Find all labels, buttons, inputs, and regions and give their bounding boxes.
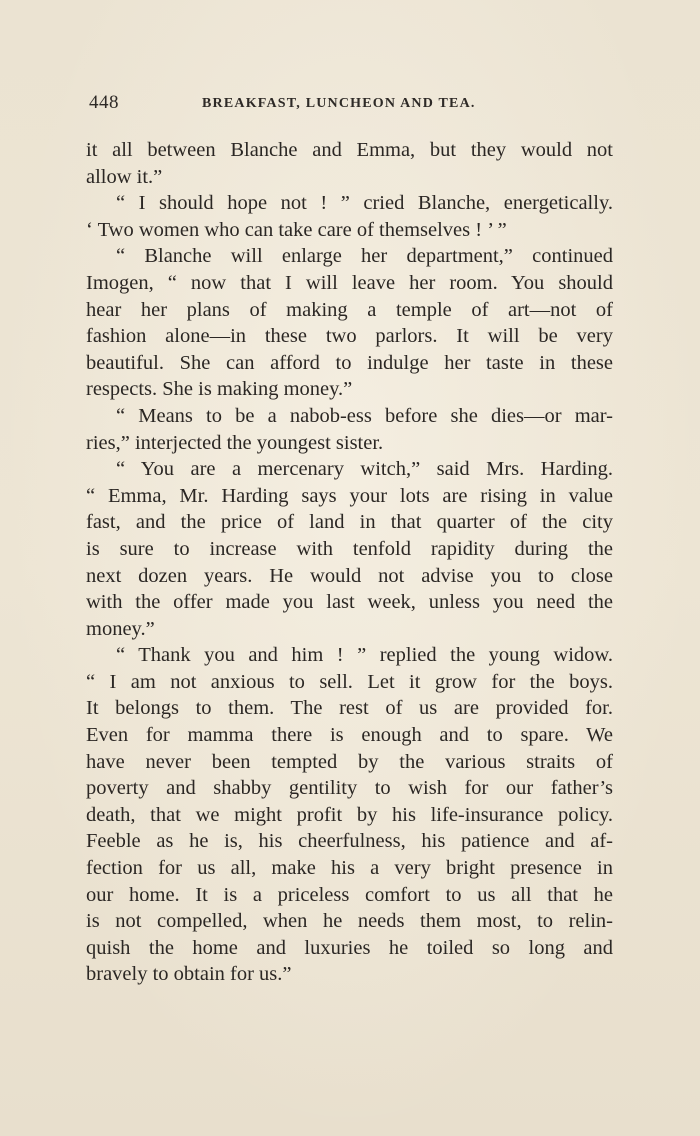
text-line: quish the home and luxuries he toiled so long and	[86, 936, 613, 959]
text-line: “ Thank you and him ! ” replied the young widow.	[116, 644, 613, 667]
page-number: 448	[89, 92, 119, 113]
text-line: have never been tempted by the various straits of	[86, 750, 613, 773]
text-line: “ I should hope not ! ” cried Blanche, energetically.	[116, 192, 613, 215]
text-line: It belongs to them. The rest of us are provided for.	[86, 697, 613, 720]
text-line: “ Emma, Mr. Harding says your lots are rising in value	[86, 484, 613, 507]
text-line: fection for us all, make his a very bright presence in	[86, 857, 613, 880]
text-line: money.”	[86, 617, 155, 640]
text-line: “ Blanche will enlarge her department,” continued	[116, 245, 613, 268]
body-text	[86, 137, 613, 988]
text-line: is not compelled, when he needs them most, to relin-	[86, 910, 613, 933]
text-line: “ You are a mercenary witch,” said Mrs. Harding.	[116, 458, 613, 481]
page-header	[86, 90, 616, 120]
text-line: Even for mamma there is enough and to spare. We	[86, 724, 613, 747]
text-line: it all between Blanche and Emma, but they would not	[86, 139, 613, 161]
running-head: BREAKFAST, LUNCHEON AND TEA.	[202, 96, 476, 111]
text-line: “ I am not anxious to sell. Let it grow for the boys.	[86, 670, 613, 693]
text-line: hear her plans of making a temple of art—not of	[86, 298, 613, 321]
text-line: respects. She is making money.”	[86, 378, 353, 401]
text-line: poverty and shabby gentility to wish for our father’s	[86, 777, 613, 800]
text-line: fast, and the price of land in that quarter of the city	[86, 511, 613, 534]
text-line: Feeble as he is, his cheerfulness, his patience and af-	[86, 830, 613, 853]
text-line: Imogen, “ now that I will leave her room. You should	[86, 271, 613, 294]
text-line: fashion alone—in these two parlors. It will be very	[86, 325, 613, 348]
text-line: beautiful. She can afford to indulge her taste in these	[86, 351, 613, 374]
text-line: with the offer made you last week, unless you need the	[86, 591, 613, 614]
text-line: is sure to increase with tenfold rapidity during the	[86, 537, 613, 560]
text-line: our home. It is a priceless comfort to us all that he	[86, 883, 613, 906]
text-line: next dozen years. He would not advise you to close	[86, 564, 613, 587]
text-line: ‘ Two women who can take care of themselves ! ’ ”	[86, 218, 507, 241]
text-line: ries,” interjected the youngest sister.	[86, 431, 384, 454]
text-line: bravely to obtain for us.”	[86, 963, 292, 986]
text-line: death, that we might profit by his life-insurance policy.	[86, 803, 613, 826]
text-line: “ Means to be a nabob-ess before she dies—or mar-	[116, 404, 613, 427]
text-line: allow it.”	[86, 165, 163, 188]
